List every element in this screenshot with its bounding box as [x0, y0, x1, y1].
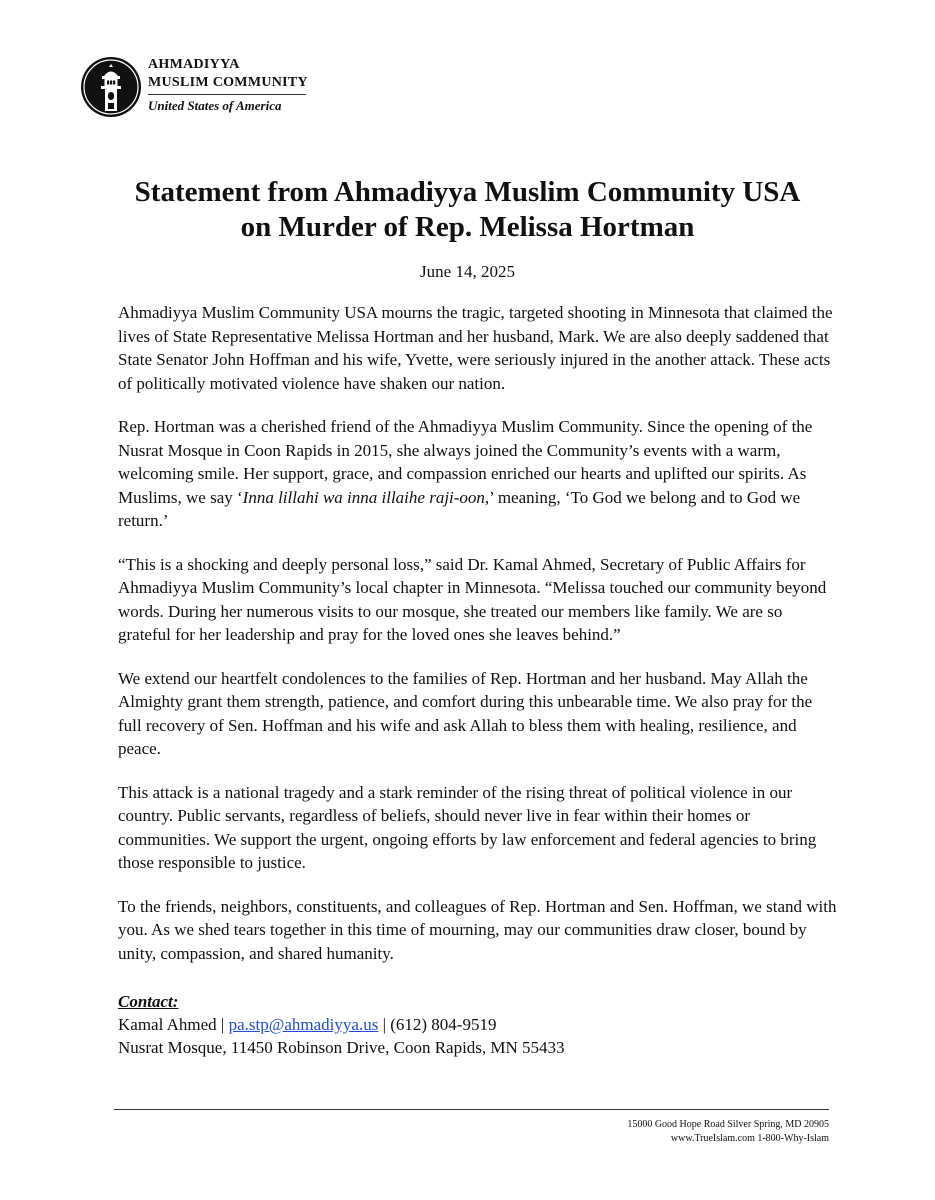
- contact-line: [118, 1013, 818, 1036]
- org-logo: [80, 52, 320, 124]
- footer-website-phone: www.TrueIslam.com 1-800-Why-Islam: [670, 1133, 829, 1144]
- paragraph-2-text-b: ,’ meaning, ‘To God we belong and to God we return.’: [118, 487, 801, 530]
- title-line-1: Statement from Ahmadiyya Muslim Community USA: [134, 176, 801, 208]
- contact-block: [118, 990, 818, 1059]
- paragraph-5: This attack is a national tragedy and a stark reminder of the rising threat of political violence in our country. Public servants, regardless of beliefs, should never live in fear within their homes or communities. We support the urgent, ongoing efforts by law enforcement and federal agencies to bring those responsible to justice.: [118, 782, 817, 872]
- statement-body: [118, 301, 838, 985]
- contact-phone: (612) 804-9519: [390, 1015, 497, 1034]
- org-divider: [148, 94, 306, 95]
- contact-name: Kamal Ahmed: [118, 1015, 217, 1034]
- paragraph-1: Ahmadiyya Muslim Community USA mourns the tragic, targeted shooting in Minnesota that claimed the lives of State Representative Melissa Hortman and her husband, Mark. We are also deeply saddened that State Senator John Hoffman and his wife, Yvette, were seriously injured in the another attack. These acts of politically motivated violence have shaken our nation.: [118, 303, 833, 393]
- paragraph-4: We extend our heartfelt condolences to the families of Rep. Hortman and her husband. May Allah the Almighty grant them strength, patience, and comfort during this unbearable time. We also pray for the full recovery of Sen. Hoffman and his wife and ask Allah to bless them with healing, resilience, and peace.: [118, 668, 813, 758]
- contact-separator-2: |: [378, 1015, 391, 1034]
- contact-separator-1: |: [216, 1015, 229, 1034]
- org-name-line2: MUSLIM COMMUNITY: [148, 75, 308, 90]
- footer-address: 15000 Good Hope Road Silver Spring, MD 20905: [627, 1119, 829, 1130]
- paragraph-2: [118, 415, 838, 533]
- org-name-line1: AHMADIYYA: [148, 57, 240, 72]
- paragraph-2-text-a: Rep. Hortman was a cherished friend of the Ahmadiyya Muslim Community. Since the opening of the Nusrat Mosque in Coon Rapids in 2015, she always joined the Community’s events with a warm, welcoming smile. Her support, grace, and compassion enriched our hearts and uplifted our spirits. As Muslims, we say ‘: [118, 417, 813, 507]
- org-country: United States of America: [148, 98, 282, 113]
- title-line-2: on Murder of Rep. Melissa Hortman: [240, 211, 695, 243]
- footer-divider: [114, 1109, 829, 1110]
- paragraph-2-italic-phrase: Inna lillahi wa inna illaihe raji-oon: [242, 487, 485, 507]
- contact-label: Contact:: [118, 992, 179, 1011]
- minaret-logo-icon: [80, 56, 142, 118]
- statement-title: [40, 175, 895, 245]
- contact-email-link[interactable]: pa.stp@ahmadiyya.us: [228, 1015, 379, 1034]
- contact-address: Nusrat Mosque, 11450 Robinson Drive, Coon Rapids, MN 55433: [118, 1038, 565, 1057]
- footer: [627, 1118, 829, 1146]
- paragraph-3: “This is a shocking and deeply personal loss,” said Dr. Kamal Ahmed, Secretary of Public Affairs for Ahmadiyya Muslim Community’s local chapter in Minnesota. “Melissa touched our community beyond words. During her numerous visits to our mosque, she treated our members like family. We are so grateful for her leadership and pray for the loved ones she leaves behind.”: [118, 554, 827, 644]
- paragraph-6: To the friends, neighbors, constituents, and colleagues of Rep. Hortman and Sen. Hoffman, we stand with you. As we shed tears together in this time of mourning, may our communities draw closer, bound by unity, compassion, and shared humanity.: [118, 896, 837, 963]
- statement-date: June 14, 2025: [420, 262, 515, 281]
